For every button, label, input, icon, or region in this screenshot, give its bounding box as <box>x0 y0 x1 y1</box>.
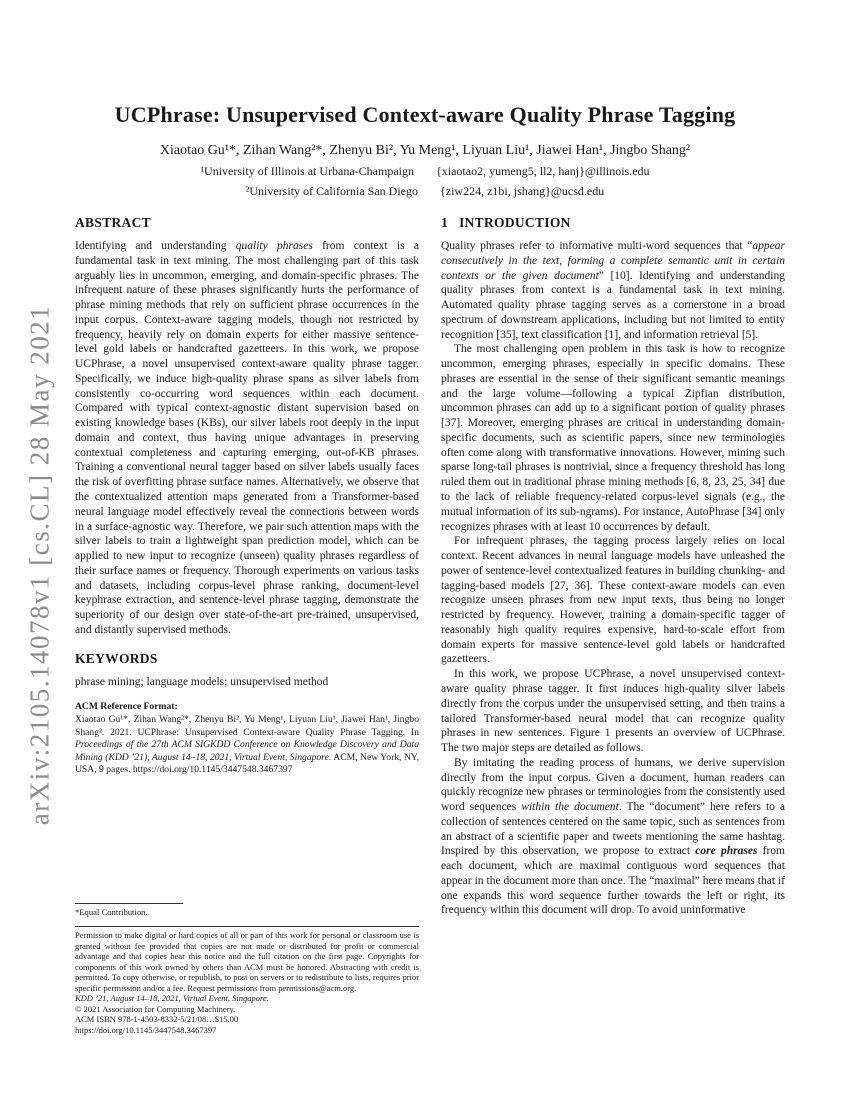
right-column <box>441 215 785 1035</box>
introduction-heading: 1 INTRODUCTION <box>441 215 571 230</box>
abstract-text: Identifying and understanding quality phrases from context is a fundamental task in text mining. The most challenging part of this task arguably lies in uncommon, emerging, and domain-specific phrases. The infrequent nature of these phrases significantly hurts the performance of phrase mining methods that rely on sufficient phrase occurrences in the input corpus. Context-aware tagging models, though not restricted by frequency, heavily rely on domain experts for either massive sentence-level gold labels or handcrafted gazetteers. In this work, we propose UCPhrase, a novel unsupervised context-aware quality phrase tagger. Specifically, we induce high-quality phrase spans as silver labels from consistently co-occurring word sequences within each document. Compared with typical context-agnostic distant supervision based on existing knowledge bases (KBs), our silver labels root deeply in the input domain and context, thus having unique advantages in preserving contextual completeness and capturing emerging, out-of-KB phrases. Training a conventional neural tagger based on silver labels usually faces the risk of overfitting phrase surface names. Alternatively, we observe that the contextualized attention maps generated from a Transformer-based neural language model effectively reveal the connections between words in a surface-agnostic way. Therefore, we pair such attention maps with the silver labels to train a lightweight span prediction model, which can be applied to new input to recognize (unseen) quality phrases regardless of their surface names or frequency. Thorough experiments on various tasks and datasets, including corpus-level phrase ranking, document-level keyphrase extraction, and sentence-level phrase tagging, demonstrate the superiority of our design over state-of-the-art pre-trained, unsupervised, and distantly supervised methods. <box>75 240 419 636</box>
equal-contribution-note: *Equal Contribution. <box>75 907 148 918</box>
conference-line: KDD ’21, August 14–18, 2021, Virtual Event, Singapore. <box>75 993 269 1004</box>
affiliation-row-2 <box>60 184 790 199</box>
keywords-heading: KEYWORDS <box>75 650 158 666</box>
acm-reference-heading: ACM Reference Format: <box>75 701 178 713</box>
two-column-body <box>75 215 785 1035</box>
keywords-text: phrase mining; language models; unsupervised method <box>75 675 329 688</box>
affiliation-1-name: ¹University of Illinois at Urbana-Champaign <box>200 164 414 178</box>
intro-paragraph: For infrequent phrases, the tagging process largely relies on local context. Recent advances in neural language models have unleashed the power of sentence-level contextualized features in building chunking- and tagging-based models [27, 36]. These context-aware models can even recognize unseen phrases from new input texts, thus being no longer restricted by frequency. However, training a domain-specific tagger of reasonably high quality requires expensive, hard-to-scale effort from domain experts for massive sentence-level gold labels or handcrafted gazetteers. <box>441 535 785 666</box>
paper-header <box>60 102 790 199</box>
intro-paragraph: In this work, we propose UCPhrase, a novel unsupervised context-aware quality phrase tagger. It first induces high-quality silver labels directly from the corpus under the unsupervised setting, and then trains a tailored Transformer-based neural model that can recognize quality phrases in new sentences. Figure 1 presents an overview of UCPhrase. The two major steps are detailed as follows. <box>441 668 785 755</box>
permission-rule <box>75 926 419 927</box>
affiliation-row-1 <box>60 164 790 179</box>
abstract-heading: ABSTRACT <box>75 215 151 230</box>
footnote-rule <box>75 903 183 904</box>
isbn-line: ACM ISBN 978-1-4503-8332-5/21/08…$15.00 <box>75 1014 239 1025</box>
authors-line: Xiaotao Gu¹*, Zihan Wang²*, Zhenyu Bi², Yu Meng¹, Liyuan Liu¹, Jiawei Han¹, Jingbo Shang² <box>159 143 691 158</box>
acm-reference-text: Xiaotao Gu¹*, Zihan Wang²*, Zhenyu Bi², Yu Meng¹, Liyuan Liu¹, Jiawei Han¹, Jingbo Shang². 2021. UCPhrase: Unsupervised Context-aware Quality Phrase Tagging. In Proceedings of the 27th ACM SIGKDD Conference on Knowledge Discovery and Data Mining (KDD ’21), August 14–18, 2021, Virtual Event, Singapore. ACM, New York, NY, USA, 9 pages. https://doi.org/10.1145/3447548.3467397 <box>75 714 419 776</box>
affiliation-2-name: ²University of California San Diego <box>245 184 418 198</box>
arxiv-watermark: arXiv:2105.14078v1 [cs.CL] 28 May 2021 <box>24 304 55 826</box>
paper-title: UCPhrase: Unsupervised Context-aware Quality Phrase Tagging <box>114 102 736 127</box>
affiliation-2-email: {ziw224, z1bi, jshang}@ucsd.edu <box>440 184 605 198</box>
doi-link[interactable]: https://doi.org/10.1145/3447548.3467397 <box>75 1024 217 1035</box>
introduction-body <box>441 239 785 918</box>
left-column <box>75 215 419 1035</box>
copyright-line: © 2021 Association for Computing Machinery. <box>75 1003 236 1014</box>
intro-paragraph: By imitating the reading process of humans, we derive supervision directly from the input corpus. Given a document, human readers can quickly recognize new phrases or terminologies from the consistently used word sequences within the document. The “document” here refers to a collection of sentences centered on the same topic, such as sentences from an abstract of a scientific paper and tweets mentioning the same hashtag. Inspired by this observation, we propose to extract core phrases from each document, which are maximal contiguous word sequences that appear in the document more than once. The “maximal” here means that if one expands this word sequence further towards the left or right, its frequency within this document will drop. To avoid uninformative <box>441 756 785 917</box>
affiliation-1-email: {xiaotao2, yumeng5, ll2, hanj}@illinois.edu <box>436 164 650 178</box>
permission-text: Permission to make digital or hard copies of all or part of this work for personal or classroom use is granted without fee provided that copies are not made or distributed for profit or commercial advantage and that copies bear this notice and the full citation on the first page. Copyrights for components of this work owned by others than ACM must be honored. Abstracting with credit is permitted. To copy otherwise, or republish, to post on servers or to redistribute to lists, requires prior specific permission and/or a fee. Request permissions from permissions@acm.org. <box>75 930 419 993</box>
intro-paragraph: The most challenging open problem in this task is how to recognize uncommon, emerging phrases, especially in specific domains. These phrases are essential in the sense of their significant semantic meanings and the large volume—following a typical Zipfian distribution, uncommon phrases can add up to a significant portion of quality phrases [37]. Moreover, emerging phrases are critical in understanding domain-specific documents, such as scientific papers, since new terminologies often come along with transformative innovations. However, mining such sparse long-tail phrases is nontrivial, since a frequency threshold has long ruled them out in traditional phrase mining methods [6, 8, 23, 25, 34] due to the lack of reliable frequency-related corpus-level signals (e.g., the mutual information of its sub-ngrams). For instance, AutoPhrase [34] only recognizes phrases with at least 10 occurrences by default. <box>441 343 785 533</box>
footnote-block <box>75 891 419 1035</box>
intro-paragraph: Quality phrases refer to informative multi-word sequences that “appear consecutively in the text, forming a complete semantic unit in certain contexts or the given document” [10]. Identifying and understanding quality phrases from context is a fundamental task in text mining. Automated quality phrase tagging serves as a cornerstone in a broad spectrum of downstream applications, including but not limited to entity recognition [35], text classification [1], and information retrieval [5]. <box>441 240 785 341</box>
